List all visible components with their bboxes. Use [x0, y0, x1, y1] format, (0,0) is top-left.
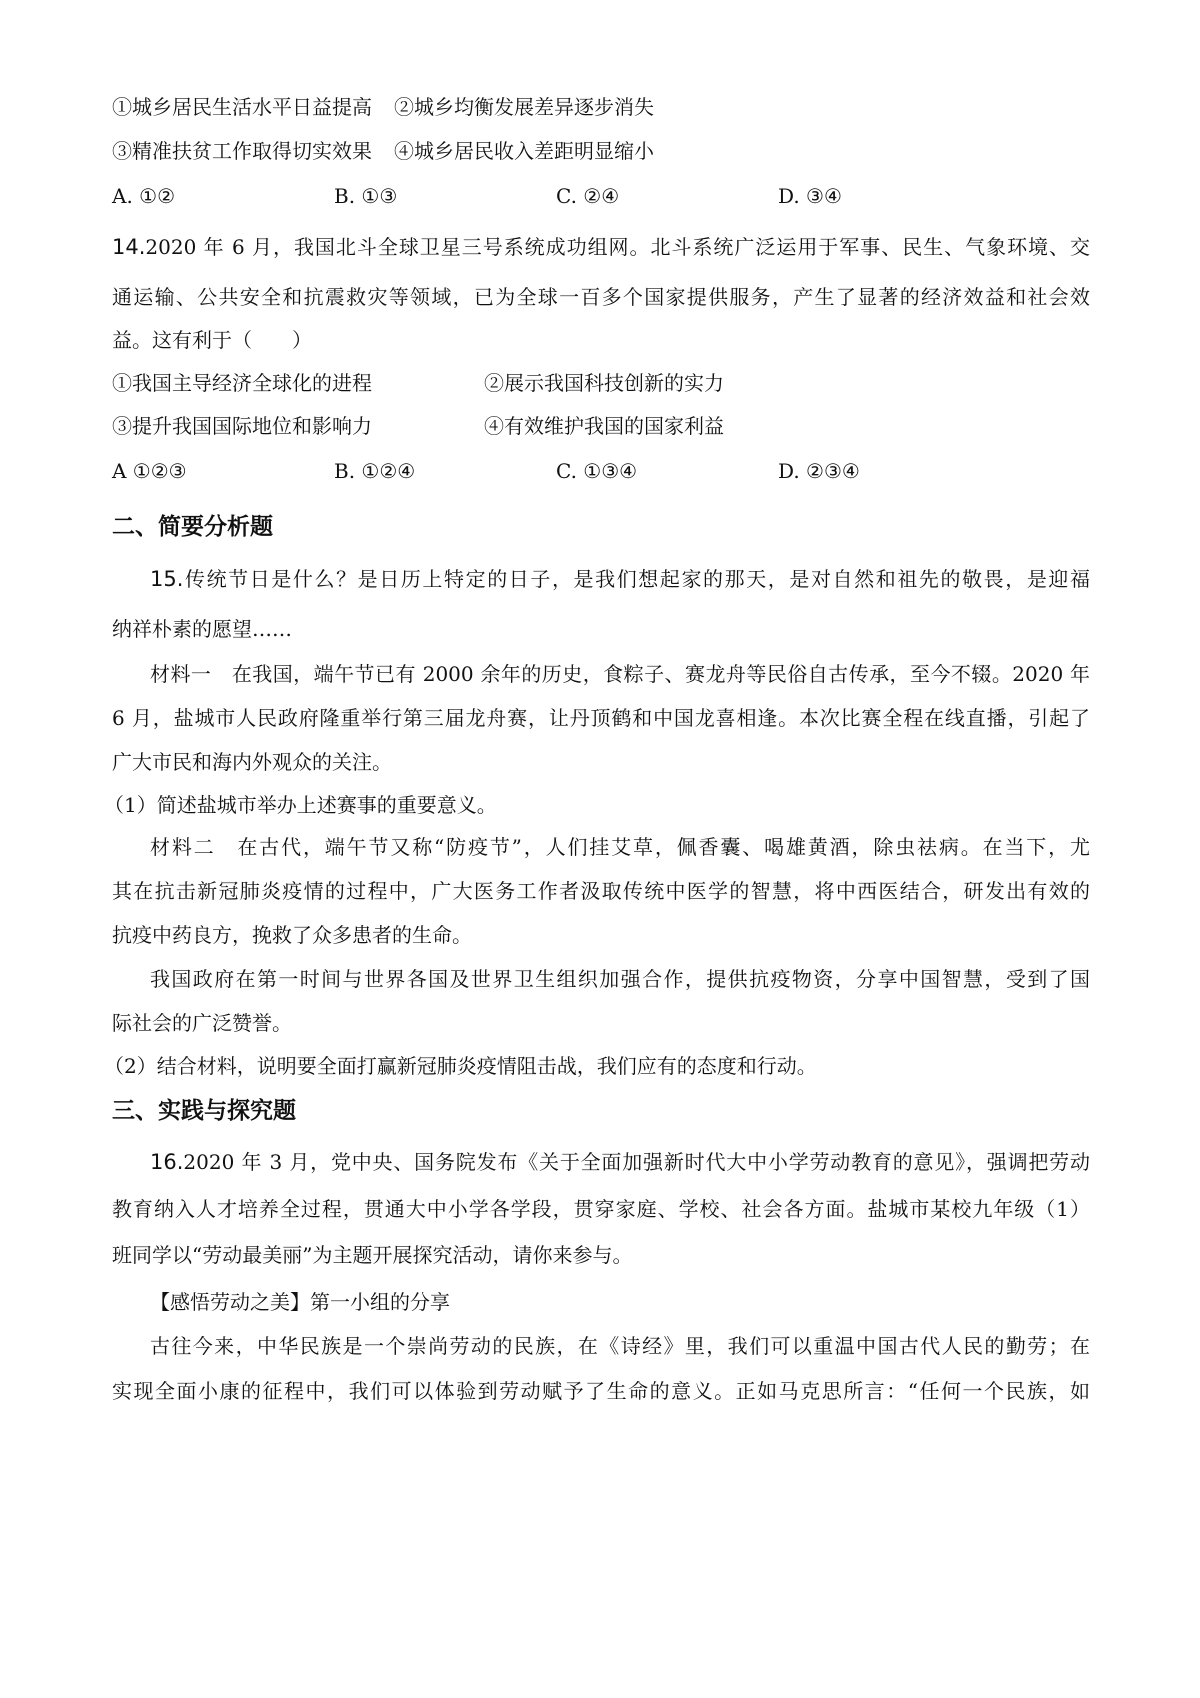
q14-option-c[interactable]: C. ①③④	[556, 459, 638, 483]
q16-stem-line-3: 班同学以“劳动最美丽”为主题开展探究活动，请你来参与。	[112, 1243, 633, 1267]
q15-intro-text-1: 传统节日是什么？是日历上特定的日子，是我们想起家的那天，是对自然和祖先的敬畏，是迎福	[183, 567, 1090, 591]
q16-group-title: 【感悟劳动之美】第一小组的分享	[150, 1290, 450, 1314]
q15-material3-line-1: 我国政府在第一时间与世界各国及世界卫生组织加强合作，提供抗疫物资，分享中国智慧，受到了国	[150, 967, 1090, 991]
q16-stem-text-1: 2020 年 3 月，党中央、国务院发布《关于全面加强新时代大中小学劳动教育的意见》，强调把劳动	[183, 1150, 1090, 1174]
q13-statement-4: ④城乡居民收入差距明显缩小	[394, 139, 654, 163]
section-2-heading: 二、简要分析题	[112, 514, 273, 540]
q14-statement-2: ②展示我国科技创新的实力	[484, 371, 724, 395]
q15-intro-line-1	[150, 564, 1090, 594]
q14-number: 14.	[112, 235, 146, 259]
q14-option-b[interactable]: B. ①②④	[334, 459, 416, 483]
q16-stem-line-2: 教育纳入人才培养全过程，贯通大中小学各学段，贯穿家庭、学校、社会各方面。盐城市某校九年级（1）	[112, 1197, 1090, 1221]
q14-statement-4: ④有效维护我国的国家利益	[484, 414, 724, 438]
q16-share-line-2: 实现全面小康的征程中，我们可以体验到劳动赋予了生命的意义。正如马克思所言：“任何一个民族，如	[112, 1379, 1090, 1403]
q15-question-2: （2）结合材料，说明要全面打赢新冠肺炎疫情阻击战，我们应有的态度和行动。	[104, 1054, 817, 1078]
q15-number: 15.	[150, 567, 184, 591]
q14-stem-line-3: 益。这有利于（ ）	[112, 328, 312, 352]
q14-option-d[interactable]: D. ②③④	[778, 459, 860, 483]
q13-statement-row-2	[112, 136, 1090, 166]
q15-material2-line-2: 其在抗击新冠肺炎疫情的过程中，广大医务工作者汲取传统中医学的智慧，将中西医结合，研发出有效的	[112, 879, 1090, 903]
q13-statement-2: ②城乡均衡发展差异逐步消失	[394, 95, 654, 119]
q15-material3-line-2: 际社会的广泛赞誉。	[112, 1011, 292, 1035]
q14-statement-3: ③提升我国国际地位和影响力	[112, 414, 372, 438]
q13-option-b[interactable]: B. ①③	[334, 184, 398, 208]
q14-option-a[interactable]: A ①②③	[112, 459, 187, 483]
section-3-heading: 三、实践与探究题	[112, 1098, 296, 1124]
q13-option-a[interactable]: A. ①②	[112, 184, 176, 208]
q15-material1-line-1: 材料一 在我国，端午节已有 2000 余年的历史，食粽子、赛龙舟等民俗自古传承，至今不辍。2020 年	[150, 662, 1090, 686]
q13-option-c[interactable]: C. ②④	[556, 184, 620, 208]
q16-share-line-1: 古往今来，中华民族是一个崇尚劳动的民族，在《诗经》里，我们可以重温中国古代人民的勤劳；在	[150, 1334, 1090, 1358]
q13-option-d[interactable]: D. ③④	[778, 184, 842, 208]
q15-material1-line-3: 广大市民和海内外观众的关注。	[112, 750, 392, 774]
q14-stem-line-1	[112, 232, 1090, 262]
q16-number: 16.	[150, 1150, 184, 1174]
q13-statement-1: ①城乡居民生活水平日益提高	[112, 95, 372, 119]
q13-statement-row-1	[112, 92, 1090, 122]
q16-stem-line-1	[150, 1147, 1090, 1177]
q15-material2-line-1: 材料二 在古代，端午节又称“防疫节”，人们挂艾草，佩香囊、喝雄黄酒，除虫祛病。在当下，尤	[150, 835, 1090, 859]
q15-intro-line-2: 纳祥朴素的愿望……	[112, 617, 292, 641]
q15-material2-line-3: 抗疫中药良方，挽救了众多患者的生命。	[112, 923, 472, 947]
q15-material1-line-2: 6 月，盐城市人民政府隆重举行第三届龙舟赛，让丹顶鹤和中国龙喜相逢。本次比赛全程在线直播，引起了	[112, 706, 1090, 730]
q15-question-1: （1）简述盐城市举办上述赛事的重要意义。	[104, 793, 497, 817]
q14-statement-1: ①我国主导经济全球化的进程	[112, 371, 372, 395]
q14-stem-line-2: 通运输、公共安全和抗震救灾等领域，已为全球一百多个国家提供服务，产生了显著的经济效益和社会效	[112, 285, 1090, 309]
q13-statement-3: ③精准扶贫工作取得切实效果	[112, 139, 372, 163]
q14-stem-text-1: 2020 年 6 月，我国北斗全球卫星三号系统成功组网。北斗系统广泛运用于军事、民生、气象环境、交	[145, 235, 1090, 259]
